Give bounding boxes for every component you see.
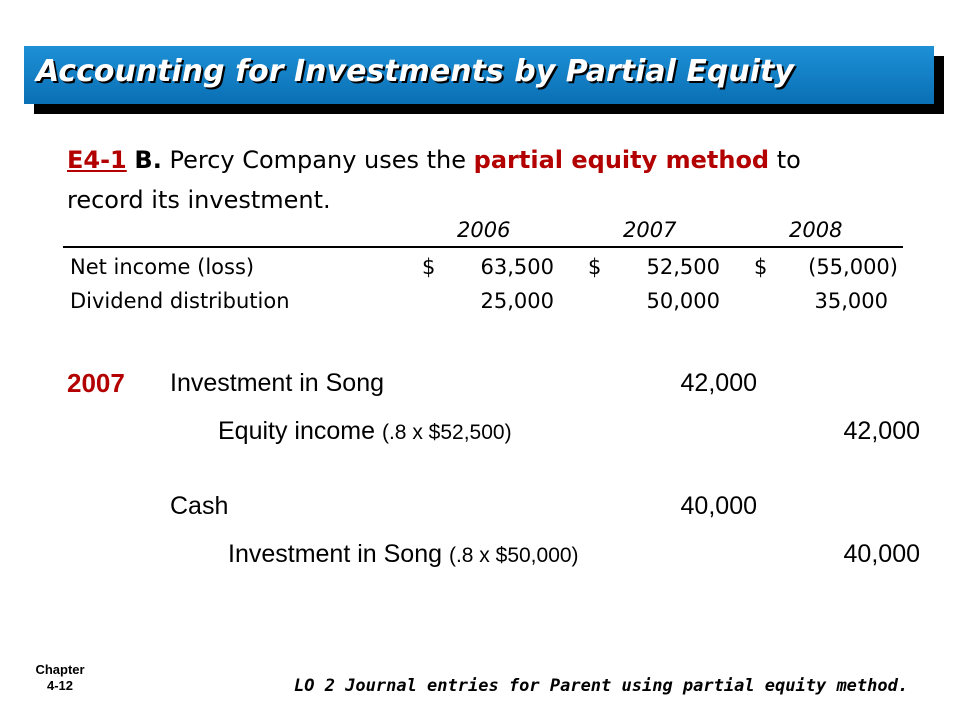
journal-year: 2007 xyxy=(67,368,125,398)
entry-2-line xyxy=(218,417,512,446)
row-label-net-income: Net income (loss) xyxy=(70,255,255,279)
exercise-text-after: to xyxy=(776,146,801,174)
year-header-2006: 2006 xyxy=(457,218,511,242)
title-bar xyxy=(24,46,934,104)
entry-4-account: Investment in Song xyxy=(228,540,443,568)
entry-2-detail: (.8 x $52,500) xyxy=(381,421,512,444)
entry-1-account: Investment in Song xyxy=(170,369,385,397)
dividend-2007: 50,000 xyxy=(646,289,720,313)
dividend-2006: 25,000 xyxy=(480,289,554,313)
entry-1-debit: 42,000 xyxy=(680,369,757,397)
dollar-sign-2008: $ xyxy=(754,255,768,279)
net-income-2007: 52,500 xyxy=(646,255,720,279)
entry-2-credit: 42,000 xyxy=(843,417,920,445)
dollar-sign-2006: $ xyxy=(422,255,436,279)
net-income-2006: 63,500 xyxy=(480,255,554,279)
row-label-dividend: Dividend distribution xyxy=(70,289,290,313)
dividend-2008: 35,000 xyxy=(814,289,888,313)
exercise-line-2: record its investment. xyxy=(67,186,331,214)
exercise-line-1 xyxy=(67,146,801,174)
entry-2-account: Equity income xyxy=(218,417,376,445)
chapter-word: Chapter xyxy=(35,662,85,677)
year-header-2007: 2007 xyxy=(623,218,677,242)
entry-4-line xyxy=(228,540,579,569)
year-header-2008: 2008 xyxy=(789,218,843,242)
exercise-text-before: Percy Company uses the xyxy=(169,146,467,174)
chapter-label xyxy=(28,662,92,694)
chapter-number: 4-12 xyxy=(46,678,74,693)
learning-objective: LO 2 Journal entries for Parent using partial equity method. xyxy=(294,676,909,696)
net-income-2008: (55,000) xyxy=(808,255,898,279)
exercise-part: B. xyxy=(134,146,162,174)
entry-3-account: Cash xyxy=(170,492,229,520)
entry-4-credit: 40,000 xyxy=(843,540,920,568)
exercise-code: E4-1 xyxy=(67,146,127,174)
exercise-highlight: partial equity method xyxy=(473,146,770,174)
entry-3-debit: 40,000 xyxy=(680,492,757,520)
entry-4-detail: (.8 x $50,000) xyxy=(448,544,579,567)
dollar-sign-2007: $ xyxy=(588,255,602,279)
table-rule xyxy=(63,246,903,248)
slide-title: Accounting for Investments by Partial Equity xyxy=(36,54,794,89)
